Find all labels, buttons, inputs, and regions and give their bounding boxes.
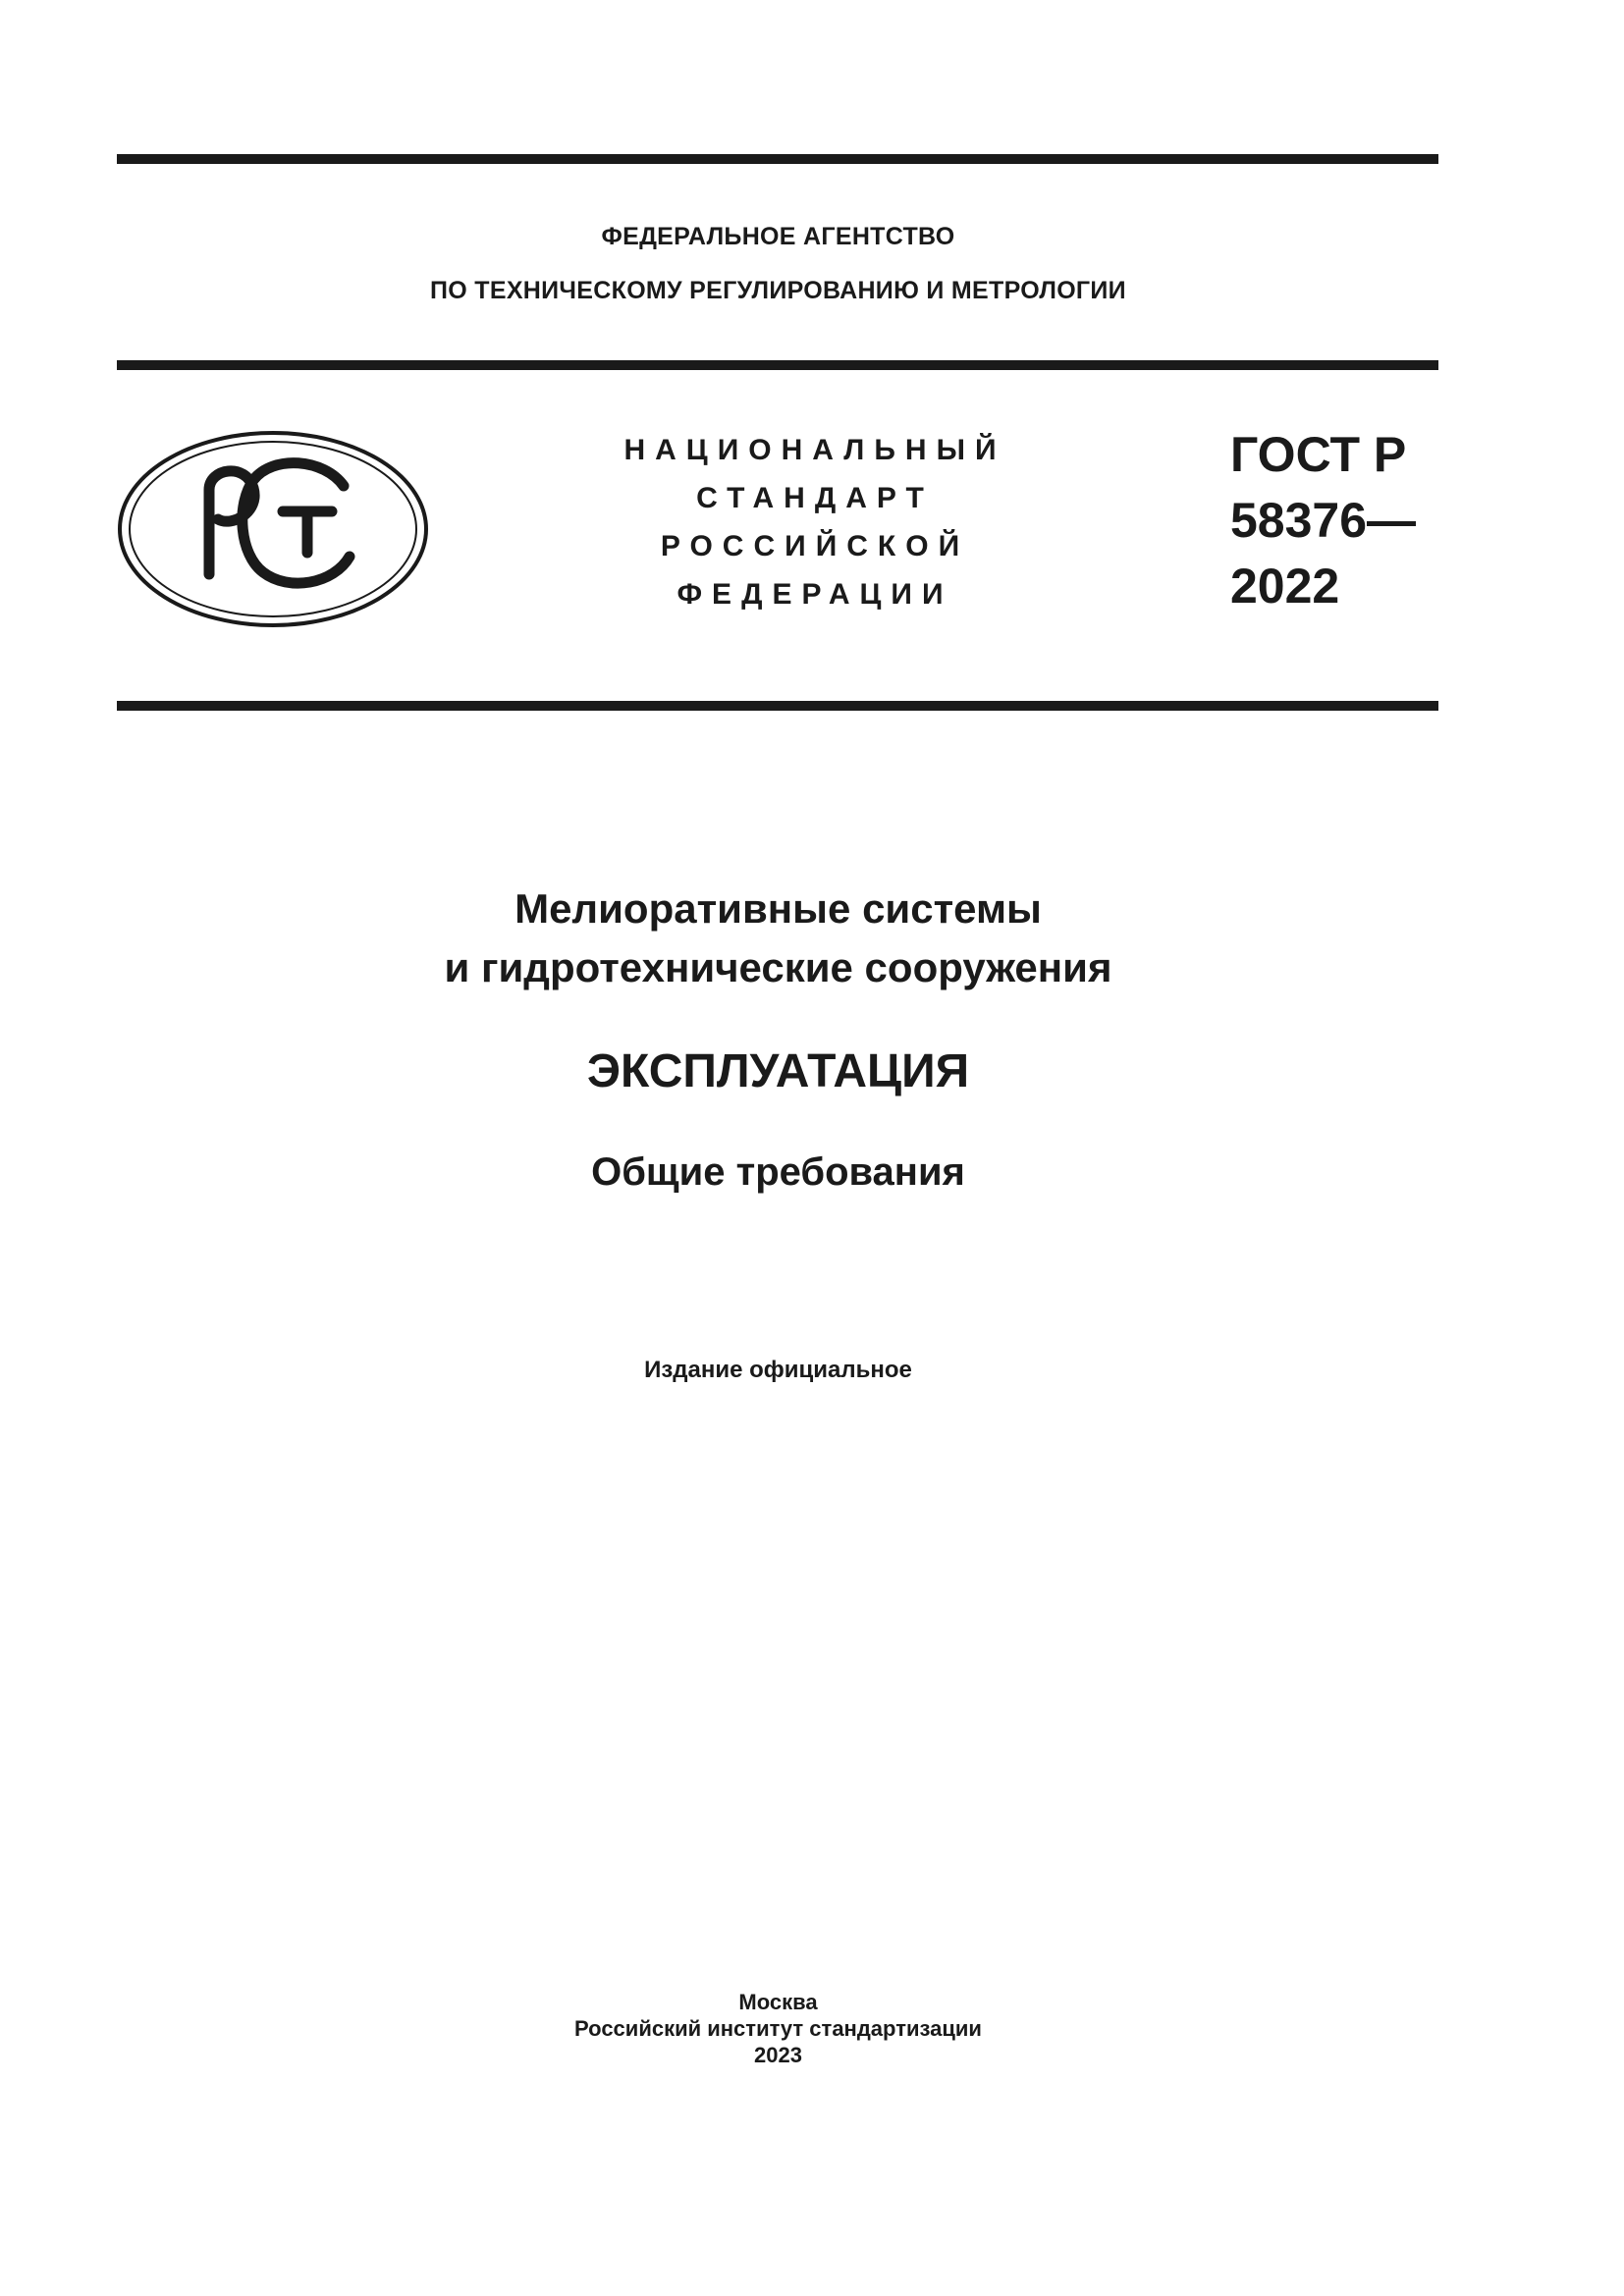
document-subtitle: Общие требования [591, 1150, 965, 1194]
designation-line-1: ГОСТ Р [1230, 427, 1407, 482]
agency-name-line-2: ПО ТЕХНИЧЕСКОМУ РЕГУЛИРОВАНИЮ И МЕТРОЛОГИИ [430, 277, 1126, 304]
document-title-line-1: Мелиоративные системы [514, 885, 1042, 932]
imprint-year: 2023 [754, 2043, 802, 2067]
header-divider [117, 360, 1438, 370]
document-title-line-2: и гидротехнические сооружения [444, 944, 1112, 990]
national-standard-line-2: СТАНДАРТ [696, 482, 934, 514]
imprint-publisher: Российский институт стандартизации [574, 2016, 982, 2041]
header-bottom-divider [117, 701, 1438, 711]
edition-note: Издание официальное [644, 1357, 912, 1383]
designation-line-3: 2022 [1230, 559, 1340, 614]
top-divider [117, 154, 1438, 164]
designation-line-2: 58376— [1230, 493, 1417, 548]
national-standard-heading [579, 426, 1051, 618]
national-standard-line-4: ФЕДЕРАЦИИ [677, 578, 953, 611]
rst-certification-emblem-icon [116, 429, 430, 629]
document-title-main: ЭКСПЛУАТАЦИЯ [586, 1045, 970, 1097]
imprint [0, 1989, 1556, 2068]
national-standard-line-1: НАЦИОНАЛЬНЫЙ [623, 434, 1006, 466]
agency-name-line-1: ФЕДЕРАЛЬНОЕ АГЕНТСТВО [601, 223, 955, 250]
standard-designation [1230, 422, 1416, 619]
imprint-city: Москва [738, 1990, 818, 2014]
national-standard-line-3: РОССИЙСКОЙ [660, 530, 970, 562]
